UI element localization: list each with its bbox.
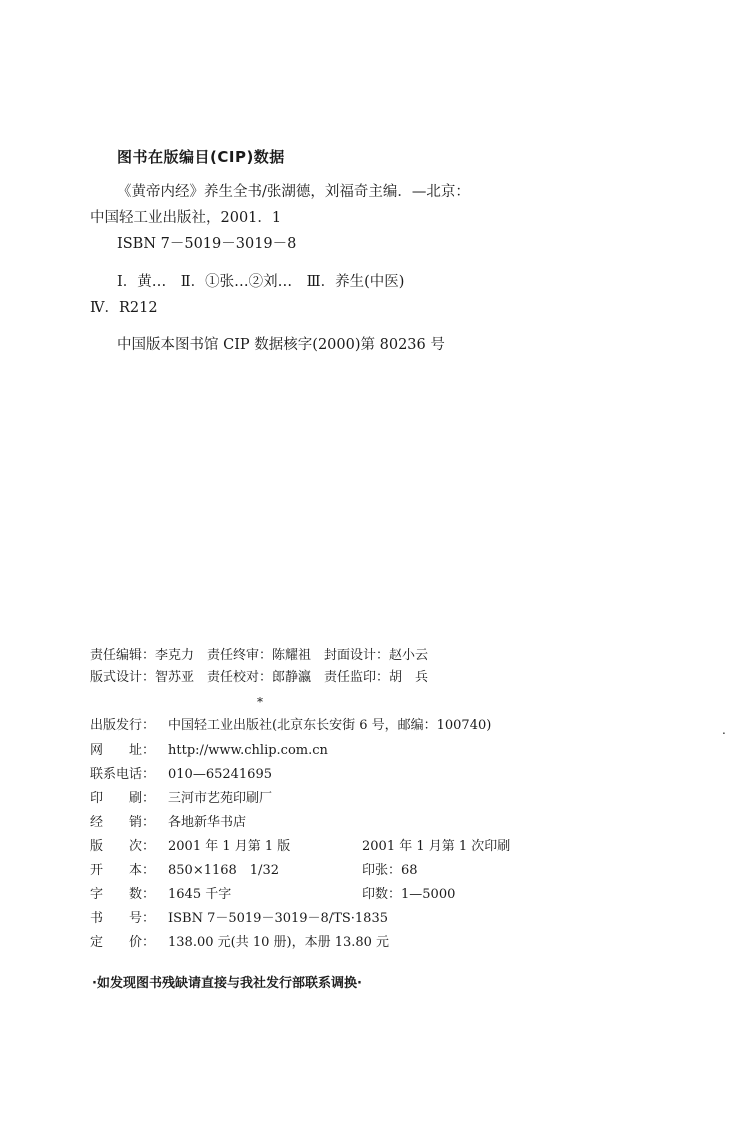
publisher-row <box>90 715 491 737</box>
edition-row <box>90 836 650 858</box>
cip-heading: 图书在版编目(CIP)数据 <box>117 148 285 166</box>
format-value: 850×1168 1/32 <box>168 863 279 878</box>
printer-value: 三河市艺苑印刷厂 <box>168 791 273 806</box>
distributor-label: 经 销： <box>90 815 156 830</box>
phone-row <box>90 764 272 786</box>
phone-value: 010—65241695 <box>168 767 272 782</box>
isbn-label: 书 号： <box>90 911 156 926</box>
website-row <box>90 740 328 762</box>
sheets-value: 印张：68 <box>362 863 418 878</box>
cip-line-isbn: ISBN 7－5019－3019－8 <box>117 236 297 252</box>
stray-mark: . <box>722 723 726 737</box>
website-value: http://www.chlip.com.cn <box>168 743 328 758</box>
printer-label: 印 刷： <box>90 791 156 806</box>
printing-value: 2001 年 1 月第 1 次印刷 <box>362 839 511 854</box>
phone-label: 联系电话： <box>90 767 156 782</box>
website-label: 网 址： <box>90 743 156 758</box>
cip-line-publisher: 中国轻工业出版社，2001．1 <box>90 210 282 226</box>
cip-line-classification: Ⅳ．R212 <box>90 300 158 316</box>
edition-value: 2001 年 1 月第 1 版 <box>168 839 291 854</box>
distributor-value: 各地新华书店 <box>168 815 247 830</box>
credits-line-design: 版式设计：智苏亚 责任校对：郎静瀛 责任监印：胡 兵 <box>90 670 429 685</box>
cip-line-title: 《黄帝内经》养生全书/张湖德，刘福奇主编．—北京： <box>117 184 470 200</box>
isbn-value: ISBN 7－5019－3019－8/TS·1835 <box>168 911 388 926</box>
publisher-value: 中国轻工业出版社(北京东长安街 6 号，邮编：100740) <box>168 718 492 733</box>
format-label: 开 本： <box>90 863 156 878</box>
copies-value: 印数：1—5000 <box>362 887 456 902</box>
wordcount-value: 1645 千字 <box>168 887 232 902</box>
publisher-label: 出版发行： <box>90 718 156 733</box>
price-value: 138.00 元(共 10 册)，本册 13.80 元 <box>168 935 390 950</box>
cip-line-record-number: 中国版本图书馆 CIP 数据核字(2000)第 80236 号 <box>117 337 445 353</box>
format-row <box>90 860 650 882</box>
credits-line-editors: 责任编辑：李克力 责任终审：陈耀祖 封面设计：赵小云 <box>90 648 429 663</box>
cip-line-subjects: Ⅰ．黄… Ⅱ．①张…②刘… Ⅲ．养生(中医) <box>117 274 405 290</box>
wordcount-label: 字 数： <box>90 887 156 902</box>
defect-notice: ·如发现图书残缺请直接与我社发行部联系调换· <box>92 976 362 991</box>
printer-row <box>90 788 272 810</box>
edition-label: 版 次： <box>90 839 156 854</box>
credits-separator: * <box>257 695 263 709</box>
wordcount-row <box>90 884 650 906</box>
distributor-row <box>90 812 246 834</box>
isbn-row <box>90 908 388 930</box>
price-label: 定 价： <box>90 935 156 950</box>
price-row <box>90 932 389 954</box>
